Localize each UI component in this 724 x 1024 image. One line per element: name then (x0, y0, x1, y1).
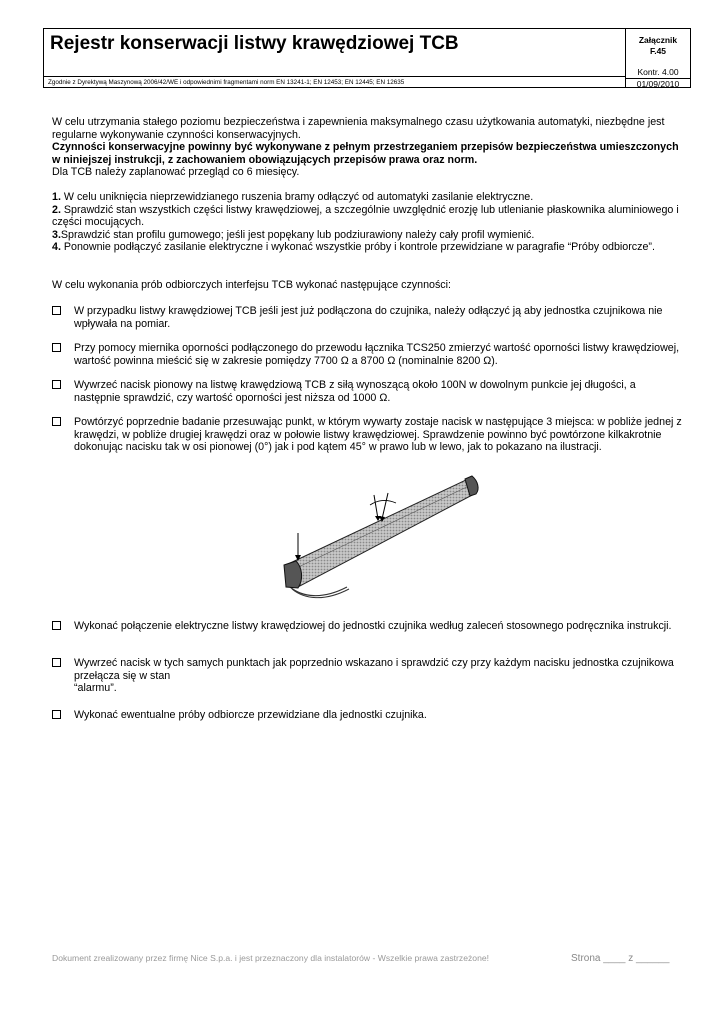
checkbox[interactable] (52, 710, 61, 719)
cable (290, 587, 347, 596)
compliance-note: Zgodnie z Dyrektywą Maszynową 2006/42/WE i odpowiednimi fragmentami norm EN 13241-1; EN 12453; EN 12445; EN 12635 (44, 77, 626, 88)
page-number: Strona ____ z ______ (571, 953, 670, 964)
edge-illustration (272, 475, 482, 605)
inspection-interval: Dla TCB należy zaplanować przegląd co 6 miesięcy. (52, 166, 300, 178)
step-item: 2. Sprawdzić stan wszystkich części listwy krawędziowej, a szczególnie uwzględnić erozję lub utlenianie płaskownika aluminiowego i części mocujących. (52, 203, 679, 228)
checkbox[interactable] (52, 417, 61, 426)
checklist-text: Wykonać ewentualne próby odbiorcze przewidziane dla jednostki czujnika. (74, 709, 427, 721)
checklist-text: Przy pomocy miernika oporności podłączonego do przewodu łącznika TCS250 zmierzyć wartość oporności listwy krawędziowej, wartość powinna mieścić się w zakresie pomiędzy 7700 Ω a 8700 Ω (nominalnie 8200 Ω). (74, 342, 680, 367)
document-header (43, 28, 691, 88)
annex-label: Załącznik (638, 35, 678, 45)
checklist-text: Powtórzyć poprzednie badanie przesuwając punkt, w którym wywarty zostaje nacisk w następujące 3 miejsca: w pobliże jednej z krawędzi, w pobliże drugiej krawędzi oraz w połowie listwy krawędziowej. Sprawdzenie powinno być powtórzone kilkakrotnie dokonując nacisku tak w osi pionowej (0°) jak i pod kątem 45° w prawo lub w lewo, jak to pokazano na ilustracji. (74, 416, 682, 453)
revision: Kontr. 4.00 (637, 67, 679, 77)
annex-block (626, 35, 690, 57)
intro-section (52, 116, 682, 179)
checklist-text: Wykonać połączenie elektryczne listwy krawędziowej do jednostki czujnika według zaleceń stosownego podręcznika instrukcji. (74, 620, 672, 632)
annex-cell (626, 29, 690, 87)
page-title: Rejestr konserwacji listwy krawędziowej TCB (50, 33, 459, 54)
checkbox[interactable] (52, 306, 61, 315)
angle-arc (370, 500, 396, 505)
checkbox[interactable] (52, 621, 61, 630)
safety-warning: Czynności konserwacyjne powinny być wykonywane z pełnym przestrzeganiem przepisów bezpieczeństwa umieszczonych w niniejszej instrukcji, z zachowaniem obowiązujących przepisów prawa oraz norm. (52, 141, 679, 166)
checklist-text: Wywrzeć nacisk pionowy na listwę krawędziową TCB z siłą wynoszącą około 100N w dowolnym punkcie jej długości, a następnie sprawdzić, czy wartość oporności jest niższa od 1000 Ω. (74, 379, 636, 404)
title-cell (44, 29, 626, 77)
step-item: 4. Ponownie podłączyć zasilanie elektryczne i wykonać wszystkie próby i kontrole przewidziane w paragrafie “Próby odbiorcze”. (52, 241, 655, 253)
step-item: 1. W celu uniknięcia nieprzewidzianego ruszenia bramy odłączyć od automatyki zasilanie elektryczne. (52, 191, 534, 203)
date: 01/09/2010 (626, 78, 690, 89)
checkbox[interactable] (52, 380, 61, 389)
checklist-text: W przypadku listwy krawędziowej TCB jeśli jest już podłączona do czujnika, należy odłączyć ją aby jednostka czujnikowa nie wpływała na pomiar. (74, 305, 663, 330)
checkbox[interactable] (52, 658, 61, 667)
safety-edge-bar (286, 479, 476, 587)
force-arrow-45deg (382, 493, 388, 519)
force-arrow-0deg (374, 495, 378, 519)
checkbox[interactable] (52, 343, 61, 352)
step-item: 3.Sprawdzić stan profilu gumowego; jeśli jest popękany lub podziurawiony należy cały profil wymienić. (52, 228, 535, 241)
tests-intro: W celu wykonania prób odbiorczych interfejsu TCB wykonać następujące czynności: (52, 279, 451, 291)
end-cap-left (284, 561, 302, 588)
annex-code: F.45 (649, 46, 667, 56)
intro-paragraph: W celu utrzymania stałego poziomu bezpieczeństwa i zapewnienia maksymalnego czasu użytkowania automatyki, niezbędne jest regularne wykonywanie czynności konserwacyjnych. (52, 116, 665, 141)
checklist-text: Wywrzeć nacisk w tych samych punktach jak poprzednio wskazano i sprawdzić czy przy każdym nacisku jednostka czujnikowa przełącza się w stan “alarmu”. (74, 657, 674, 694)
steps-list (52, 191, 682, 254)
footer-note: Dokument zrealizowany przez firmę Nice S.p.a. i jest przeznaczony dla instalatorów - Wszelkie prawa zastrzeżone! (52, 953, 490, 963)
